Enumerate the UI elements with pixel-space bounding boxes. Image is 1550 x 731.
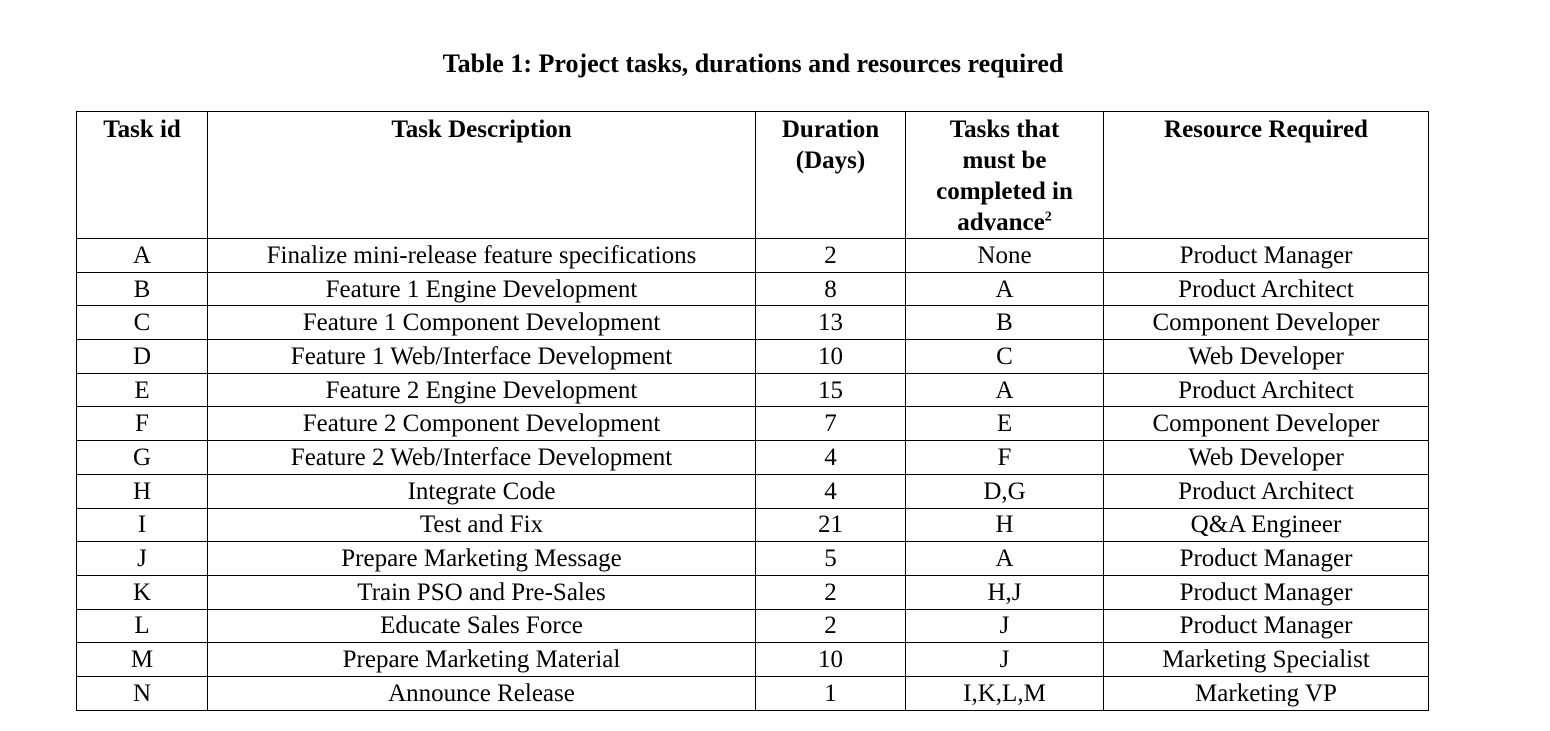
cell-task-id: A	[77, 239, 208, 273]
table-row	[77, 474, 1429, 508]
cell-predecessors: H	[906, 508, 1104, 542]
cell-predecessors: A	[906, 272, 1104, 306]
table-row	[77, 575, 1429, 609]
cell-predecessors: E	[906, 407, 1104, 441]
header-predecessors-line2: must be	[962, 147, 1047, 174]
table-row	[77, 373, 1429, 407]
cell-resource: Marketing VP	[1104, 676, 1429, 710]
cell-task-id: K	[77, 575, 208, 609]
header-duration	[756, 112, 906, 239]
cell-predecessors: A	[906, 542, 1104, 576]
cell-task-id: G	[77, 441, 208, 475]
cell-task-id: H	[77, 474, 208, 508]
table-row	[77, 643, 1429, 677]
table-row	[77, 609, 1429, 643]
cell-task-description: Prepare Marketing Message	[208, 542, 756, 576]
cell-predecessors: I,K,L,M	[906, 676, 1104, 710]
cell-duration: 2	[756, 609, 906, 643]
cell-duration: 10	[756, 643, 906, 677]
header-row	[77, 112, 1429, 239]
cell-task-description: Feature 2 Component Development	[208, 407, 756, 441]
table-row	[77, 542, 1429, 576]
cell-task-description: Feature 1 Component Development	[208, 306, 756, 340]
cell-resource: Product Architect	[1104, 373, 1429, 407]
cell-predecessors: C	[906, 340, 1104, 374]
cell-resource: Web Developer	[1104, 441, 1429, 475]
cell-task-description: Announce Release	[208, 676, 756, 710]
cell-duration: 15	[756, 373, 906, 407]
cell-task-description: Train PSO and Pre-Sales	[208, 575, 756, 609]
cell-resource: Product Manager	[1104, 609, 1429, 643]
cell-task-id: B	[77, 272, 208, 306]
cell-predecessors: J	[906, 643, 1104, 677]
cell-task-description: Feature 2 Engine Development	[208, 373, 756, 407]
cell-duration: 4	[756, 441, 906, 475]
cell-predecessors: A	[906, 373, 1104, 407]
cell-task-description: Feature 1 Web/Interface Development	[208, 340, 756, 374]
cell-task-id: F	[77, 407, 208, 441]
cell-resource: Q&A Engineer	[1104, 508, 1429, 542]
cell-predecessors: D,G	[906, 474, 1104, 508]
header-predecessors-line4: advance	[957, 209, 1045, 236]
table-row	[77, 676, 1429, 710]
cell-task-description: Feature 1 Engine Development	[208, 272, 756, 306]
header-task-id: Task id	[77, 112, 208, 239]
table-row	[77, 340, 1429, 374]
cell-task-id: J	[77, 542, 208, 576]
header-resource-required: Resource Required	[1104, 112, 1429, 239]
cell-task-description: Prepare Marketing Material	[208, 643, 756, 677]
cell-task-id: M	[77, 643, 208, 677]
cell-resource: Product Architect	[1104, 474, 1429, 508]
task-rows	[77, 239, 1429, 711]
header-task-description: Task Description	[208, 112, 756, 239]
cell-predecessors: None	[906, 239, 1104, 273]
cell-duration: 7	[756, 407, 906, 441]
table-row	[77, 239, 1429, 273]
cell-resource: Product Manager	[1104, 575, 1429, 609]
cell-task-description: Feature 2 Web/Interface Development	[208, 441, 756, 475]
project-tasks-table	[76, 111, 1429, 711]
header-predecessors-line1: Tasks that	[949, 116, 1060, 143]
cell-resource: Product Manager	[1104, 239, 1429, 273]
cell-task-id: I	[77, 508, 208, 542]
table-row	[77, 508, 1429, 542]
header-duration-line1: Duration	[781, 116, 880, 143]
cell-duration: 2	[756, 575, 906, 609]
cell-task-id: D	[77, 340, 208, 374]
cell-predecessors: B	[906, 306, 1104, 340]
cell-duration: 5	[756, 542, 906, 576]
header-predecessors	[906, 112, 1104, 239]
table-row	[77, 407, 1429, 441]
cell-task-description: Test and Fix	[208, 508, 756, 542]
cell-duration: 21	[756, 508, 906, 542]
cell-duration: 1	[756, 676, 906, 710]
table-row	[77, 441, 1429, 475]
cell-resource: Component Developer	[1104, 407, 1429, 441]
cell-duration: 2	[756, 239, 906, 273]
cell-predecessors: H,J	[906, 575, 1104, 609]
header-duration-line2: (Days)	[795, 147, 866, 174]
cell-predecessors: F	[906, 441, 1104, 475]
footnote-marker: 2	[1044, 209, 1052, 225]
cell-predecessors: J	[906, 609, 1104, 643]
cell-task-description: Educate Sales Force	[208, 609, 756, 643]
cell-task-description: Finalize mini-release feature specifications	[208, 239, 756, 273]
cell-duration: 10	[756, 340, 906, 374]
table-row	[77, 306, 1429, 340]
header-predecessors-line3: completed in	[936, 178, 1073, 205]
cell-resource: Product Manager	[1104, 542, 1429, 576]
cell-task-id: C	[77, 306, 208, 340]
cell-task-description: Integrate Code	[208, 474, 756, 508]
cell-duration: 4	[756, 474, 906, 508]
cell-duration: 13	[756, 306, 906, 340]
cell-resource: Product Architect	[1104, 272, 1429, 306]
cell-task-id: N	[77, 676, 208, 710]
table-row	[77, 272, 1429, 306]
cell-resource: Web Developer	[1104, 340, 1429, 374]
cell-resource: Component Developer	[1104, 306, 1429, 340]
table-caption: Table 1: Project tasks, durations and resources required	[442, 49, 1064, 78]
cell-duration: 8	[756, 272, 906, 306]
cell-resource: Marketing Specialist	[1104, 643, 1429, 677]
cell-task-id: L	[77, 609, 208, 643]
cell-task-id: E	[77, 373, 208, 407]
